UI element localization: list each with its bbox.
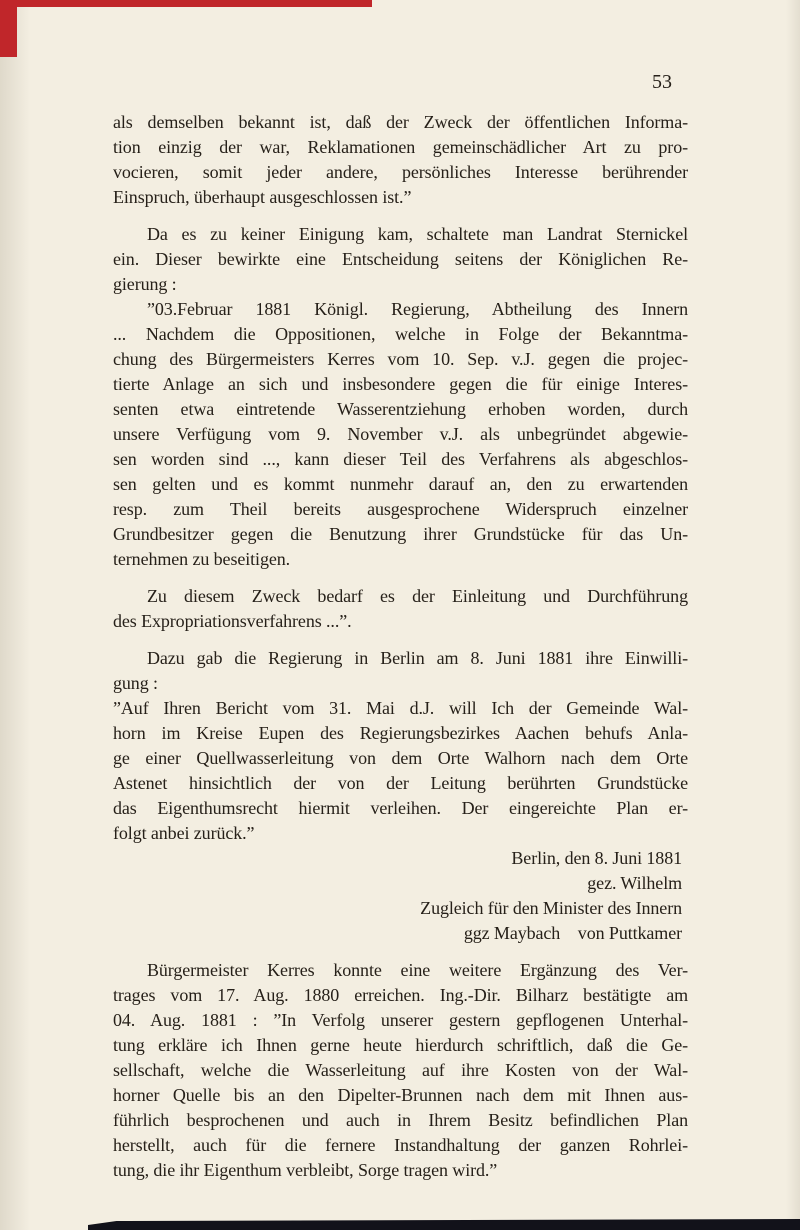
text-block <box>113 110 688 1183</box>
signature-countersign: ggz Maybach von Puttkamer <box>463 923 682 943</box>
text-line: Zu diesem Zweck bedarf es der Einleitung und Durchführung <box>147 586 688 606</box>
text-line: horner Quelle bis an den Dipelter-Brunnen nach dem mit Ihnen aus- <box>113 1085 688 1105</box>
text-line: gung : <box>113 673 158 693</box>
text-line: horn im Kreise Eupen des Regierungsbezirkes Aachen behufs Anla- <box>113 723 688 743</box>
text-line: führlich besprochenen und auch in Ihrem Besitz befindlichen Plan <box>113 1110 688 1130</box>
text-line: senten etwa eintretende Wasserentziehung erhoben worden, durch <box>113 399 688 419</box>
scan-artifact-red-left-bar <box>0 0 17 57</box>
text-line: Astenet hinsichtlich der von der Leitung berührten Grundstücke <box>113 773 688 793</box>
text-line: gierung : <box>113 274 177 294</box>
page-right-shadow <box>786 0 800 1230</box>
paragraph-regierung-quote <box>113 297 688 572</box>
text-line: als demselben bekannt ist, daß der Zweck der öffentlichen Informa- <box>113 112 688 132</box>
text-line: ”Auf Ihren Bericht vom 31. Mai d.J. will Ich der Gemeinde Wal- <box>113 698 688 718</box>
text-line: sellschaft, welche die Wasserleitung auf ihre Kosten von der Wal- <box>113 1060 688 1080</box>
paragraph-einwilligung <box>113 646 688 696</box>
text-line: herstellt, auch für die fernere Instandhaltung der ganzen Rohrlei- <box>113 1135 688 1155</box>
text-line: trages vom 17. Aug. 1880 erreichen. Ing.-Dir. Bilharz bestätigte am <box>113 985 688 1005</box>
paragraph-einigung <box>113 222 688 297</box>
text-line: ein. Dieser bewirkte eine Entscheidung seitens der Königlichen Re- <box>113 249 688 269</box>
text-line: Da es zu keiner Einigung kam, schaltete man Landrat Sternickel <box>147 224 688 244</box>
text-line: ge einer Quellwasserleitung von dem Orte Walhorn nach dem Orte <box>113 748 688 768</box>
text-line: Einspruch, überhaupt ausgeschlossen ist.” <box>113 187 412 207</box>
paragraph-zweck <box>113 584 688 634</box>
text-line: resp. zum Theil bereits ausgesprochene Widerspruch einzelner <box>113 499 688 519</box>
scan-artifact-red-top-bar <box>0 0 372 7</box>
scan-artifact-bottom-bar <box>88 1219 800 1230</box>
text-line: unsere Verfügung vom 9. November v.J. als unbegründet abgewie- <box>113 424 688 444</box>
text-line: ternehmen zu beseitigen. <box>113 549 291 569</box>
text-line: tion einzig der war, Reklamationen gemeinschädlicher Art zu pro- <box>113 137 688 157</box>
text-line: Grundbesitzer gegen die Benutzung ihrer Grundstücke für das Un- <box>113 524 688 544</box>
text-line: tung erkläre ich Ihnen gerne heute hierdurch schriftlich, daß die Ge- <box>113 1035 688 1055</box>
signature-wilhelm: gez. Wilhelm <box>587 873 682 893</box>
paragraph-continuation <box>113 110 688 210</box>
page-left-shadow <box>0 0 30 1230</box>
text-line: des Expropriationsverfahrens ...”. <box>113 611 352 631</box>
text-line: vocieren, somit jeder andere, persönliches Interesse berührender <box>113 162 688 182</box>
text-line: tung, die ihr Eigenthum verbleibt, Sorge tragen wird.” <box>113 1160 498 1180</box>
signature-place-date: Berlin, den 8. Juni 1881 <box>511 848 682 868</box>
text-line: ”03.Februar 1881 Königl. Regierung, Abtheilung des Innern <box>147 299 688 319</box>
text-line: chung des Bürgermeisters Kerres vom 10. Sep. v.J. gegen die projec- <box>113 349 688 369</box>
text-line: sen gelten und es kommt nunmehr darauf an, den zu erwartenden <box>113 474 688 494</box>
text-line: 04. Aug. 1881 : ”In Verfolg unserer gestern gepflogenen Unterhal- <box>113 1010 688 1030</box>
text-line: tierte Anlage an sich und insbesondere gegen die für einige Interes- <box>113 374 688 394</box>
signature-block <box>113 846 688 946</box>
text-line: Dazu gab die Regierung in Berlin am 8. Juni 1881 ihre Einwilli- <box>147 648 688 668</box>
paragraph-bericht-quote <box>113 696 688 846</box>
page-number: 53 <box>652 71 672 93</box>
text-line: Bürgermeister Kerres konnte eine weitere Ergänzung des Ver- <box>147 960 688 980</box>
text-line: ... Nachdem die Oppositionen, welche in Folge der Bekanntma- <box>113 324 688 344</box>
text-line: sen worden sind ..., kann dieser Teil des Verfahrens als abgeschlos- <box>113 449 688 469</box>
paragraph-ergaenzung <box>113 958 688 1183</box>
signature-minister: Zugleich für den Minister des Innern <box>420 898 682 918</box>
text-line: das Eigenthumsrecht hiermit verleihen. Der eingereichte Plan er- <box>113 798 688 818</box>
text-line: folgt anbei zurück.” <box>113 823 255 843</box>
